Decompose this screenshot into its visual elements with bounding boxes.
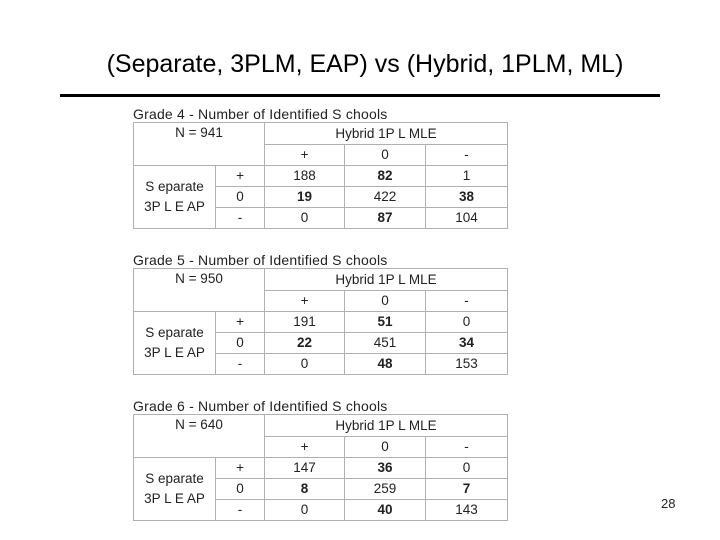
column-header: 0 [345,291,426,312]
column-group-header: Hybrid 1P L MLE [265,269,508,291]
sample-size-label: N = 640 [134,415,265,458]
column-header: - [426,145,508,166]
row-group-header [134,458,216,521]
identified-schools-table [133,414,508,521]
data-cell: 0 [265,500,345,521]
row-group-header [134,312,216,375]
row-group-line: 3P L E AP [144,491,205,506]
data-cell: 0 [265,354,345,375]
data-cell: 48 [345,354,426,375]
data-cell: 153 [426,354,508,375]
data-cell: 51 [345,312,426,333]
column-header: + [265,145,345,166]
row-header: - [216,354,265,375]
grade-table-block [133,106,508,229]
row-group-line: 3P L E AP [144,199,205,214]
grade-table-block [133,398,508,521]
sample-size-label: N = 950 [134,269,265,312]
column-header: 0 [345,145,426,166]
row-header: 0 [216,333,265,354]
row-header: + [216,312,265,333]
data-cell: 191 [265,312,345,333]
data-cell: 147 [265,458,345,479]
row-header: + [216,166,265,187]
row-header: - [216,500,265,521]
column-header: - [426,291,508,312]
table-title: Grade 6 - Number of Identified S chools [133,398,388,414]
data-cell: 451 [345,333,426,354]
table-title: Grade 4 - Number of Identified S chools [133,106,388,122]
column-header: + [265,291,345,312]
data-cell: 188 [265,166,345,187]
row-group-line: S eparate [145,325,204,340]
row-header: - [216,208,265,229]
data-cell: 40 [345,500,426,521]
sample-size-label: N = 941 [134,123,265,166]
slide-title: (Separate, 3PLM, EAP) vs (Hybrid, 1PLM, ML) [106,50,624,78]
data-cell: 82 [345,166,426,187]
column-header: - [426,437,508,458]
data-cell: 259 [345,479,426,500]
data-cell: 19 [265,187,345,208]
data-cell: 1 [426,166,508,187]
data-cell: 22 [265,333,345,354]
data-cell: 104 [426,208,508,229]
row-group-header [134,166,216,229]
data-cell: 38 [426,187,508,208]
data-cell: 0 [426,312,508,333]
page-number: 28 [661,496,676,511]
identified-schools-table [133,122,508,229]
column-header: 0 [345,437,426,458]
data-cell: 8 [265,479,345,500]
data-cell: 143 [426,500,508,521]
row-group-line: 3P L E AP [144,345,205,360]
column-header: + [265,437,345,458]
row-group-line: S eparate [145,179,204,194]
data-cell: 422 [345,187,426,208]
data-cell: 34 [426,333,508,354]
column-group-header: Hybrid 1P L MLE [265,415,508,437]
title-underline [60,94,660,97]
data-cell: 7 [426,479,508,500]
data-cell: 87 [345,208,426,229]
data-cell: 0 [265,208,345,229]
table-title: Grade 5 - Number of Identified S chools [133,252,388,268]
row-group-line: S eparate [145,471,204,486]
row-header: 0 [216,479,265,500]
column-group-header: Hybrid 1P L MLE [265,123,508,145]
identified-schools-table [133,268,508,375]
grade-table-block [133,252,508,375]
row-header: + [216,458,265,479]
data-cell: 36 [345,458,426,479]
row-header: 0 [216,187,265,208]
data-cell: 0 [426,458,508,479]
